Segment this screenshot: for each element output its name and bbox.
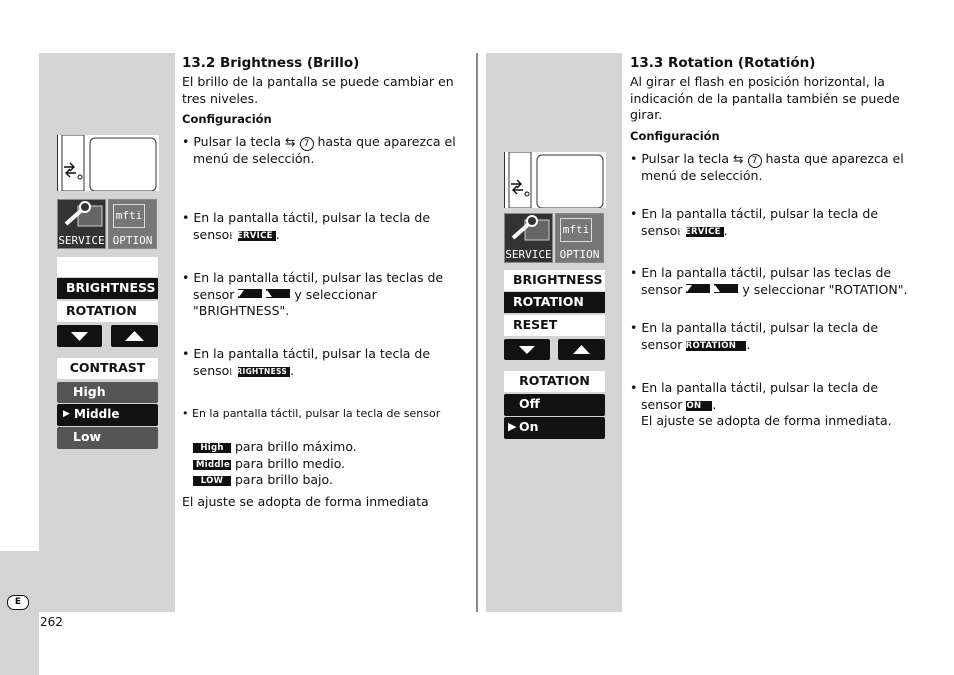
triangle-down-icon bbox=[57, 325, 102, 347]
right-step-5: • En la pantalla táctil, pulsar la tecla de sensor ON . El ajuste se adopta de forma inmediata. bbox=[630, 380, 892, 428]
up-arrow-button-right[interactable] bbox=[558, 339, 605, 360]
left-step-4: • En la pantalla táctil, pulsar la tecla de sensor BRIGHTNESS . bbox=[182, 346, 431, 378]
selection-arrow-icon: ▶ bbox=[63, 409, 70, 419]
left-intro: El brillo de la pantalla se puede cambiar en tres niveles. bbox=[182, 74, 454, 106]
flash-unit-drawing bbox=[57, 135, 159, 191]
triangle-up-icon bbox=[111, 325, 158, 347]
left-step-3: • En la pantalla táctil, pulsar las teclas de sensor y seleccionar "BRIGHTNESS". bbox=[182, 270, 444, 318]
option-on-label: On bbox=[519, 419, 539, 434]
option-middle[interactable] bbox=[57, 404, 158, 426]
flash-display-icon bbox=[505, 152, 606, 208]
flash-display-icon bbox=[58, 135, 159, 191]
rotation-title: ROTATION bbox=[504, 371, 605, 392]
mfti-logo: mfti bbox=[560, 218, 592, 242]
left-step-2: • En la pantalla táctil, pulsar la tecla de sensor SERVICE . bbox=[182, 210, 431, 242]
level-middle: Middle para brillo medio. bbox=[193, 456, 453, 473]
rotation-chip: ROTATION bbox=[686, 341, 746, 351]
on-chip: ON bbox=[686, 401, 712, 411]
page-number: 262 bbox=[40, 615, 63, 629]
left-section-heading: 13.2 Brightness (Brillo) bbox=[182, 55, 360, 71]
flash-unit-drawing-right bbox=[504, 152, 606, 208]
level-low: LOW para brillo bajo. bbox=[193, 472, 453, 489]
right-intro: Al girar el flash en posición horizontal, la indicación de la pantalla también se puede girar. bbox=[630, 74, 900, 122]
option-tile-right[interactable] bbox=[555, 213, 604, 263]
option-on[interactable] bbox=[504, 417, 605, 439]
menu-item-reset[interactable]: RESET bbox=[504, 315, 605, 336]
key-number-icon: 7 bbox=[300, 137, 314, 151]
key-number-icon: 7 bbox=[748, 154, 762, 168]
left-step-5: • En la pantalla táctil, pulsar la tecla de sensor bbox=[182, 407, 441, 420]
menu-item-brightness-right[interactable]: BRIGHTNESS bbox=[504, 270, 605, 291]
menu-item-rotation[interactable]: ROTATION bbox=[57, 301, 158, 322]
high-chip: High bbox=[193, 443, 231, 453]
service-tile-label: SERVICE bbox=[505, 248, 552, 261]
middle-chip: Middle bbox=[193, 460, 231, 470]
service-tile-label: SERVICE bbox=[58, 234, 105, 247]
selection-arrow-icon: ▶ bbox=[508, 420, 517, 433]
right-step-4: • En la pantalla táctil, pulsar la tecla de sensor ROTATION . bbox=[630, 320, 879, 352]
right-step-2: • En la pantalla táctil, pulsar la tecla de sensor SERVICE . bbox=[630, 206, 879, 238]
service-tile-right[interactable] bbox=[504, 213, 553, 263]
up-key-icon bbox=[714, 284, 738, 293]
option-middle-label: Middle bbox=[74, 407, 120, 421]
right-step-3: • En la pantalla táctil, pulsar las teclas de sensor y seleccionar "ROTATION". bbox=[630, 265, 908, 297]
service-tile[interactable] bbox=[57, 199, 106, 249]
wrench-icon bbox=[505, 214, 552, 248]
wrench-icon bbox=[58, 200, 105, 234]
up-key-icon bbox=[266, 289, 290, 298]
left-config-label: Configuración bbox=[182, 112, 272, 126]
contrast-title: CONTRAST bbox=[57, 358, 158, 379]
language-badge: E bbox=[7, 595, 29, 610]
option-tile-label: OPTION bbox=[112, 234, 153, 247]
option-tile-label: OPTION bbox=[559, 248, 600, 261]
key-arrows-icon: ⇆ bbox=[733, 151, 744, 166]
service-chip: SERVICE bbox=[686, 227, 723, 237]
right-section-heading: 13.3 Rotation (Rotatión) bbox=[630, 55, 816, 71]
brightness-chip: BRIGHTNESS bbox=[238, 367, 290, 377]
down-arrow-button[interactable] bbox=[57, 325, 102, 347]
low-chip: LOW bbox=[193, 476, 231, 486]
option-off[interactable]: Off bbox=[504, 394, 605, 416]
down-arrow-button-right[interactable] bbox=[504, 339, 550, 360]
right-final: El ajuste se adopta de forma inmediata. bbox=[641, 413, 892, 428]
mfti-logo: mfti bbox=[113, 204, 145, 228]
triangle-up-icon bbox=[558, 339, 605, 360]
menu-item-rotation-right[interactable]: ROTATION bbox=[504, 292, 605, 313]
option-tile[interactable] bbox=[108, 199, 157, 249]
side-margin-strip bbox=[0, 551, 39, 675]
left-step-1: • Pulsar la tecla ⇆ 7 hasta que aparezca el menú de selección. bbox=[182, 134, 456, 166]
menu-screen-blank bbox=[57, 257, 158, 277]
right-step-1: • Pulsar la tecla ⇆ 7 hasta que aparezca el menú de selección. bbox=[630, 151, 904, 183]
key-arrows-icon: ⇆ bbox=[285, 134, 296, 149]
triangle-down-icon bbox=[504, 339, 550, 360]
up-arrow-button[interactable] bbox=[111, 325, 158, 347]
service-chip: SERVICE bbox=[238, 231, 275, 241]
left-final: El ajuste se adopta de forma inmediata bbox=[182, 494, 429, 509]
level-list bbox=[193, 439, 453, 489]
menu-item-brightness[interactable]: BRIGHTNESS bbox=[57, 278, 158, 299]
option-high[interactable]: High bbox=[57, 382, 158, 403]
column-divider bbox=[476, 53, 478, 612]
level-high: High para brillo máximo. bbox=[193, 439, 453, 456]
right-config-label: Configuración bbox=[630, 129, 720, 143]
option-low[interactable]: Low bbox=[57, 427, 158, 449]
